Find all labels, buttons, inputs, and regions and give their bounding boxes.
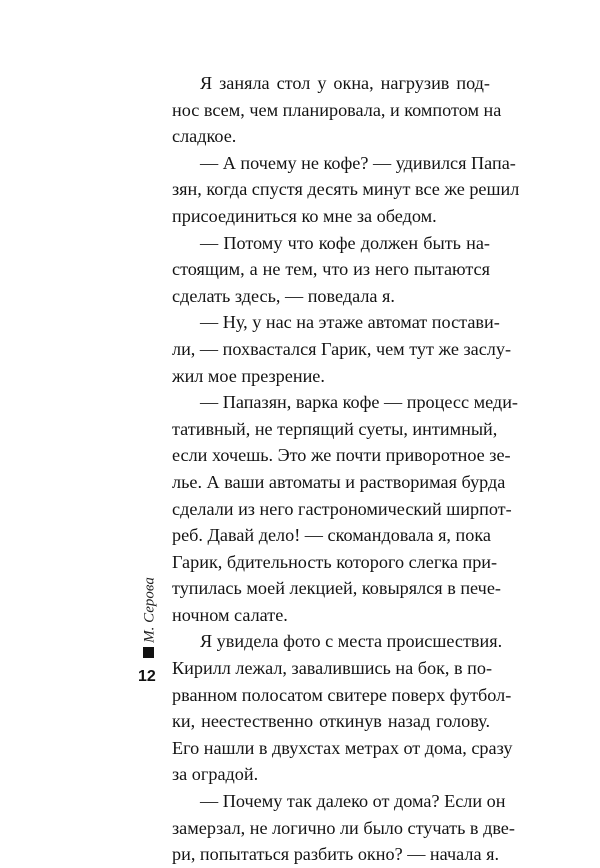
text-line: за оградой. (172, 764, 259, 785)
text-line: Гарик, бдительность которого слегка при- (172, 551, 498, 572)
text-line: жил мое презрение. (172, 365, 325, 386)
text-line: — Ну, у нас на этаже автомат постави- (200, 312, 500, 333)
text-line: ри, попытаться разбить окно? — начала я. (172, 844, 500, 865)
author-running-head: М. Серова (141, 577, 158, 643)
text-line: ли, — похвастался Гарик, чем тут же заслу- (172, 338, 512, 359)
page-number: 12 (138, 668, 156, 685)
text-line: Я заняла стол у окна, нагрузив под- (200, 73, 490, 93)
text-line: тупилась моей лекцией, ковырялся в пече- (172, 578, 501, 599)
text-line: замерзал, не логично ли было стучать в две- (172, 817, 515, 838)
text-line: — Потому что кофе должен быть на- (200, 232, 490, 253)
text-line: — А почему не кофе? — удивился Папа- (200, 152, 516, 173)
text-line: сделали из него гастрономический ширпот- (172, 498, 512, 519)
text-line: Кирилл лежал, завалившись на бок, в по- (172, 658, 493, 679)
text-line: ки, неестественно откинув назад голову. (172, 711, 490, 732)
text-line: Я увидела фото с места происшествия. (200, 631, 503, 652)
text-line: нос всем, чем планировала, и компотом на (172, 99, 502, 120)
text-line: реб. Давай дело! — скомандовала я, пока (172, 525, 491, 546)
text-line: сладкое. (172, 126, 237, 147)
text-line: зян, когда спустя десять минут все же решил (172, 179, 520, 200)
text-line: рванном полосатом свитере поверх футбол- (172, 684, 512, 705)
body-text (172, 70, 520, 868)
text-line: — Почему так далеко от дома? Если он (200, 791, 506, 812)
text-line: сделать здесь, — поведала я. (172, 285, 395, 306)
text-line: присоединиться ко мне за обедом. (172, 205, 437, 226)
text-line: Его нашли в двухстах метрах от дома, сразу (172, 737, 513, 758)
text-line: стоящим, а не тем, что из него пытаются (172, 259, 490, 280)
text-line: если хочешь. Это же почти приворотное зе- (172, 445, 511, 466)
text-line: ночном салате. (172, 604, 288, 625)
running-head (128, 577, 172, 643)
text-line: — Папазян, варка кофе — процесс меди- (200, 392, 518, 413)
text-line: лье. А ваши автоматы и растворимая бурда (172, 471, 506, 492)
text-line: тативный, не терпящий суеты, интимный, (172, 418, 498, 439)
page-marker-square (143, 647, 154, 658)
